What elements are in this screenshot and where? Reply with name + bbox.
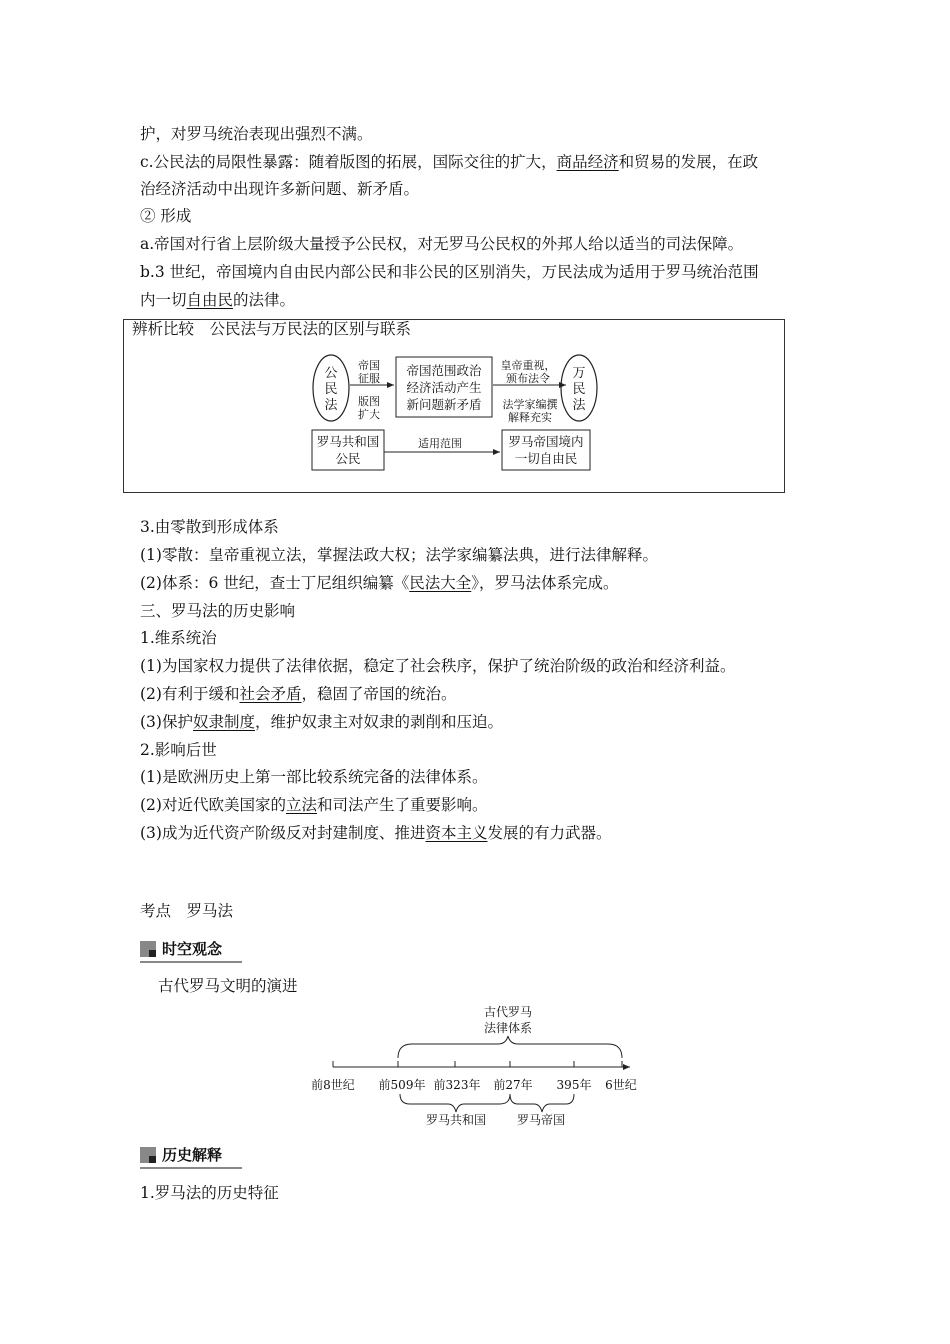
text-line: 治经济活动中出现许多新问题、新矛盾。 <box>140 180 420 198</box>
section-heading: 三、罗马法的历史影响 <box>140 602 296 620</box>
text-line: (1)为国家权力提供了法律依据，稳定了社会秩序，保护了统治阶级的政治和经济利益。 <box>140 657 736 675</box>
underlined-term: 奴隶制度 <box>192 713 255 731</box>
kaodian-title: 考点 罗马法 <box>140 902 234 920</box>
text-line: (2)对近代欧美国家的立法和司法产生了重要影响。 <box>140 796 488 814</box>
text-line: 1.维系统治 <box>140 629 217 647</box>
square-marker-icon <box>140 941 156 957</box>
right-circle-char-3: 法 <box>572 398 586 413</box>
label-underline <box>140 961 242 963</box>
tick-label: 前323年 <box>433 1078 481 1092</box>
timeline-caption: 古代罗马文明的演进 <box>158 977 298 995</box>
svg-text:罗马共和国: 罗马共和国 <box>316 434 380 449</box>
svg-text:颁布法令: 颁布法令 <box>506 372 550 385</box>
comparison-diagram <box>0 0 950 500</box>
text-line: (1)零散：皇帝重视立法，掌握法政大权；法学家编纂法典，进行法律解释。 <box>140 546 658 564</box>
text-line: (2)有利于缓和社会矛盾，稳固了帝国的统治。 <box>140 685 457 703</box>
arrow1-top-2: 征服 <box>358 372 380 385</box>
text-line: a.帝国对行省上层阶级大量授予公民权，对无罗马公民权的外邦人给以适当的司法保障。 <box>140 235 744 253</box>
text-line: 1.罗马法的历史特征 <box>140 1184 279 1202</box>
text-line: (1)是欧洲历史上第一部比较系统完备的法律体系。 <box>140 768 488 786</box>
timeline-ticks <box>333 1061 622 1067</box>
svg-text:古代罗马: 古代罗马 <box>483 1005 533 1019</box>
underlined-term: 资本主义 <box>425 824 488 842</box>
text-line: (3)保护奴隶制度，维护奴隶主对奴隶的剥削和压迫。 <box>140 713 503 731</box>
tick-label: 前27年 <box>493 1078 533 1092</box>
timeline-diagram <box>0 1000 950 1135</box>
svg-text:适用范围: 适用范围 <box>418 437 462 450</box>
underlined-term: 自由民 <box>186 291 234 309</box>
svg-text:法学家编撰: 法学家编撰 <box>502 398 558 411</box>
text-line: (3)成为近代资产阶级反对封建制度、推进资本主义发展的有力武器。 <box>140 824 612 842</box>
underlined-term: 立法 <box>285 796 317 814</box>
left-circle-char-2: 民 <box>324 382 338 397</box>
text-line: 2.影响后世 <box>140 741 217 759</box>
arrow1-top-1: 帝国 <box>358 359 380 372</box>
section-label-interpretation: 历史解释 <box>140 1144 222 1166</box>
text-line: 护，对罗马统治表现出强烈不满。 <box>140 125 373 143</box>
comparison-title: 辨析比较 公民法与万民法的区别与联系 <box>132 320 412 338</box>
tick-label: 6世纪 <box>605 1078 637 1092</box>
text-line: 3.由零散到形成体系 <box>140 518 279 536</box>
brace-empire <box>510 1094 574 1112</box>
svg-text:帝国范围政治: 帝国范围政治 <box>406 363 482 378</box>
square-marker-icon <box>140 1147 156 1163</box>
svg-text:新问题新矛盾: 新问题新矛盾 <box>406 397 482 412</box>
text-line: b.3 世纪，帝国境内自由民内部公民和非公民的区别消失，万民法成为适用于罗马统治范围 <box>140 263 759 281</box>
tick-label: 前509年 <box>378 1078 426 1092</box>
svg-text:罗马帝国境内: 罗马帝国境内 <box>508 434 584 449</box>
tick-label: 前8世纪 <box>311 1078 355 1092</box>
underlined-term: 社会矛盾 <box>239 685 302 703</box>
right-circle-char-2: 民 <box>572 382 586 397</box>
svg-text:皇帝重视，: 皇帝重视， <box>500 359 556 372</box>
left-circle-char-1: 公 <box>324 366 338 381</box>
tick-label: 395年 <box>556 1078 592 1092</box>
brace-republic <box>400 1094 510 1112</box>
left-circle-char-3: 法 <box>324 398 338 413</box>
right-circle-char-1: 万 <box>572 366 586 381</box>
underlined-term: 商品经济 <box>556 153 619 171</box>
arrow1-bottom-2: 扩大 <box>358 408 380 421</box>
label-underline <box>140 1167 242 1169</box>
arrow1-bottom-1: 版图 <box>358 395 380 408</box>
svg-text:罗马共和国: 罗马共和国 <box>425 1113 487 1127</box>
svg-text:解释充实: 解释充实 <box>508 411 552 424</box>
svg-text:一切自由民: 一切自由民 <box>514 451 578 466</box>
section-label-spacetime: 时空观念 <box>140 938 222 960</box>
svg-text:经济活动产生: 经济活动产生 <box>406 380 482 395</box>
text-line: ② 形成 <box>140 207 192 225</box>
top-brace <box>398 1036 622 1058</box>
text-line: (2)体系：6 世纪，查士丁尼组织编纂《民法大全》，罗马法体系完成。 <box>140 574 619 592</box>
underlined-term: 民法大全 <box>409 574 472 592</box>
text-line: c.公民法的局限性暴露：随着版图的拓展，国际交往的扩大，商品经济和贸易的发展，在政 <box>140 153 759 171</box>
svg-text:公民: 公民 <box>335 451 361 466</box>
text-line: 内一切自由民的法律。 <box>140 291 296 309</box>
svg-text:法律体系: 法律体系 <box>483 1021 533 1035</box>
svg-text:罗马帝国: 罗马帝国 <box>516 1113 566 1127</box>
